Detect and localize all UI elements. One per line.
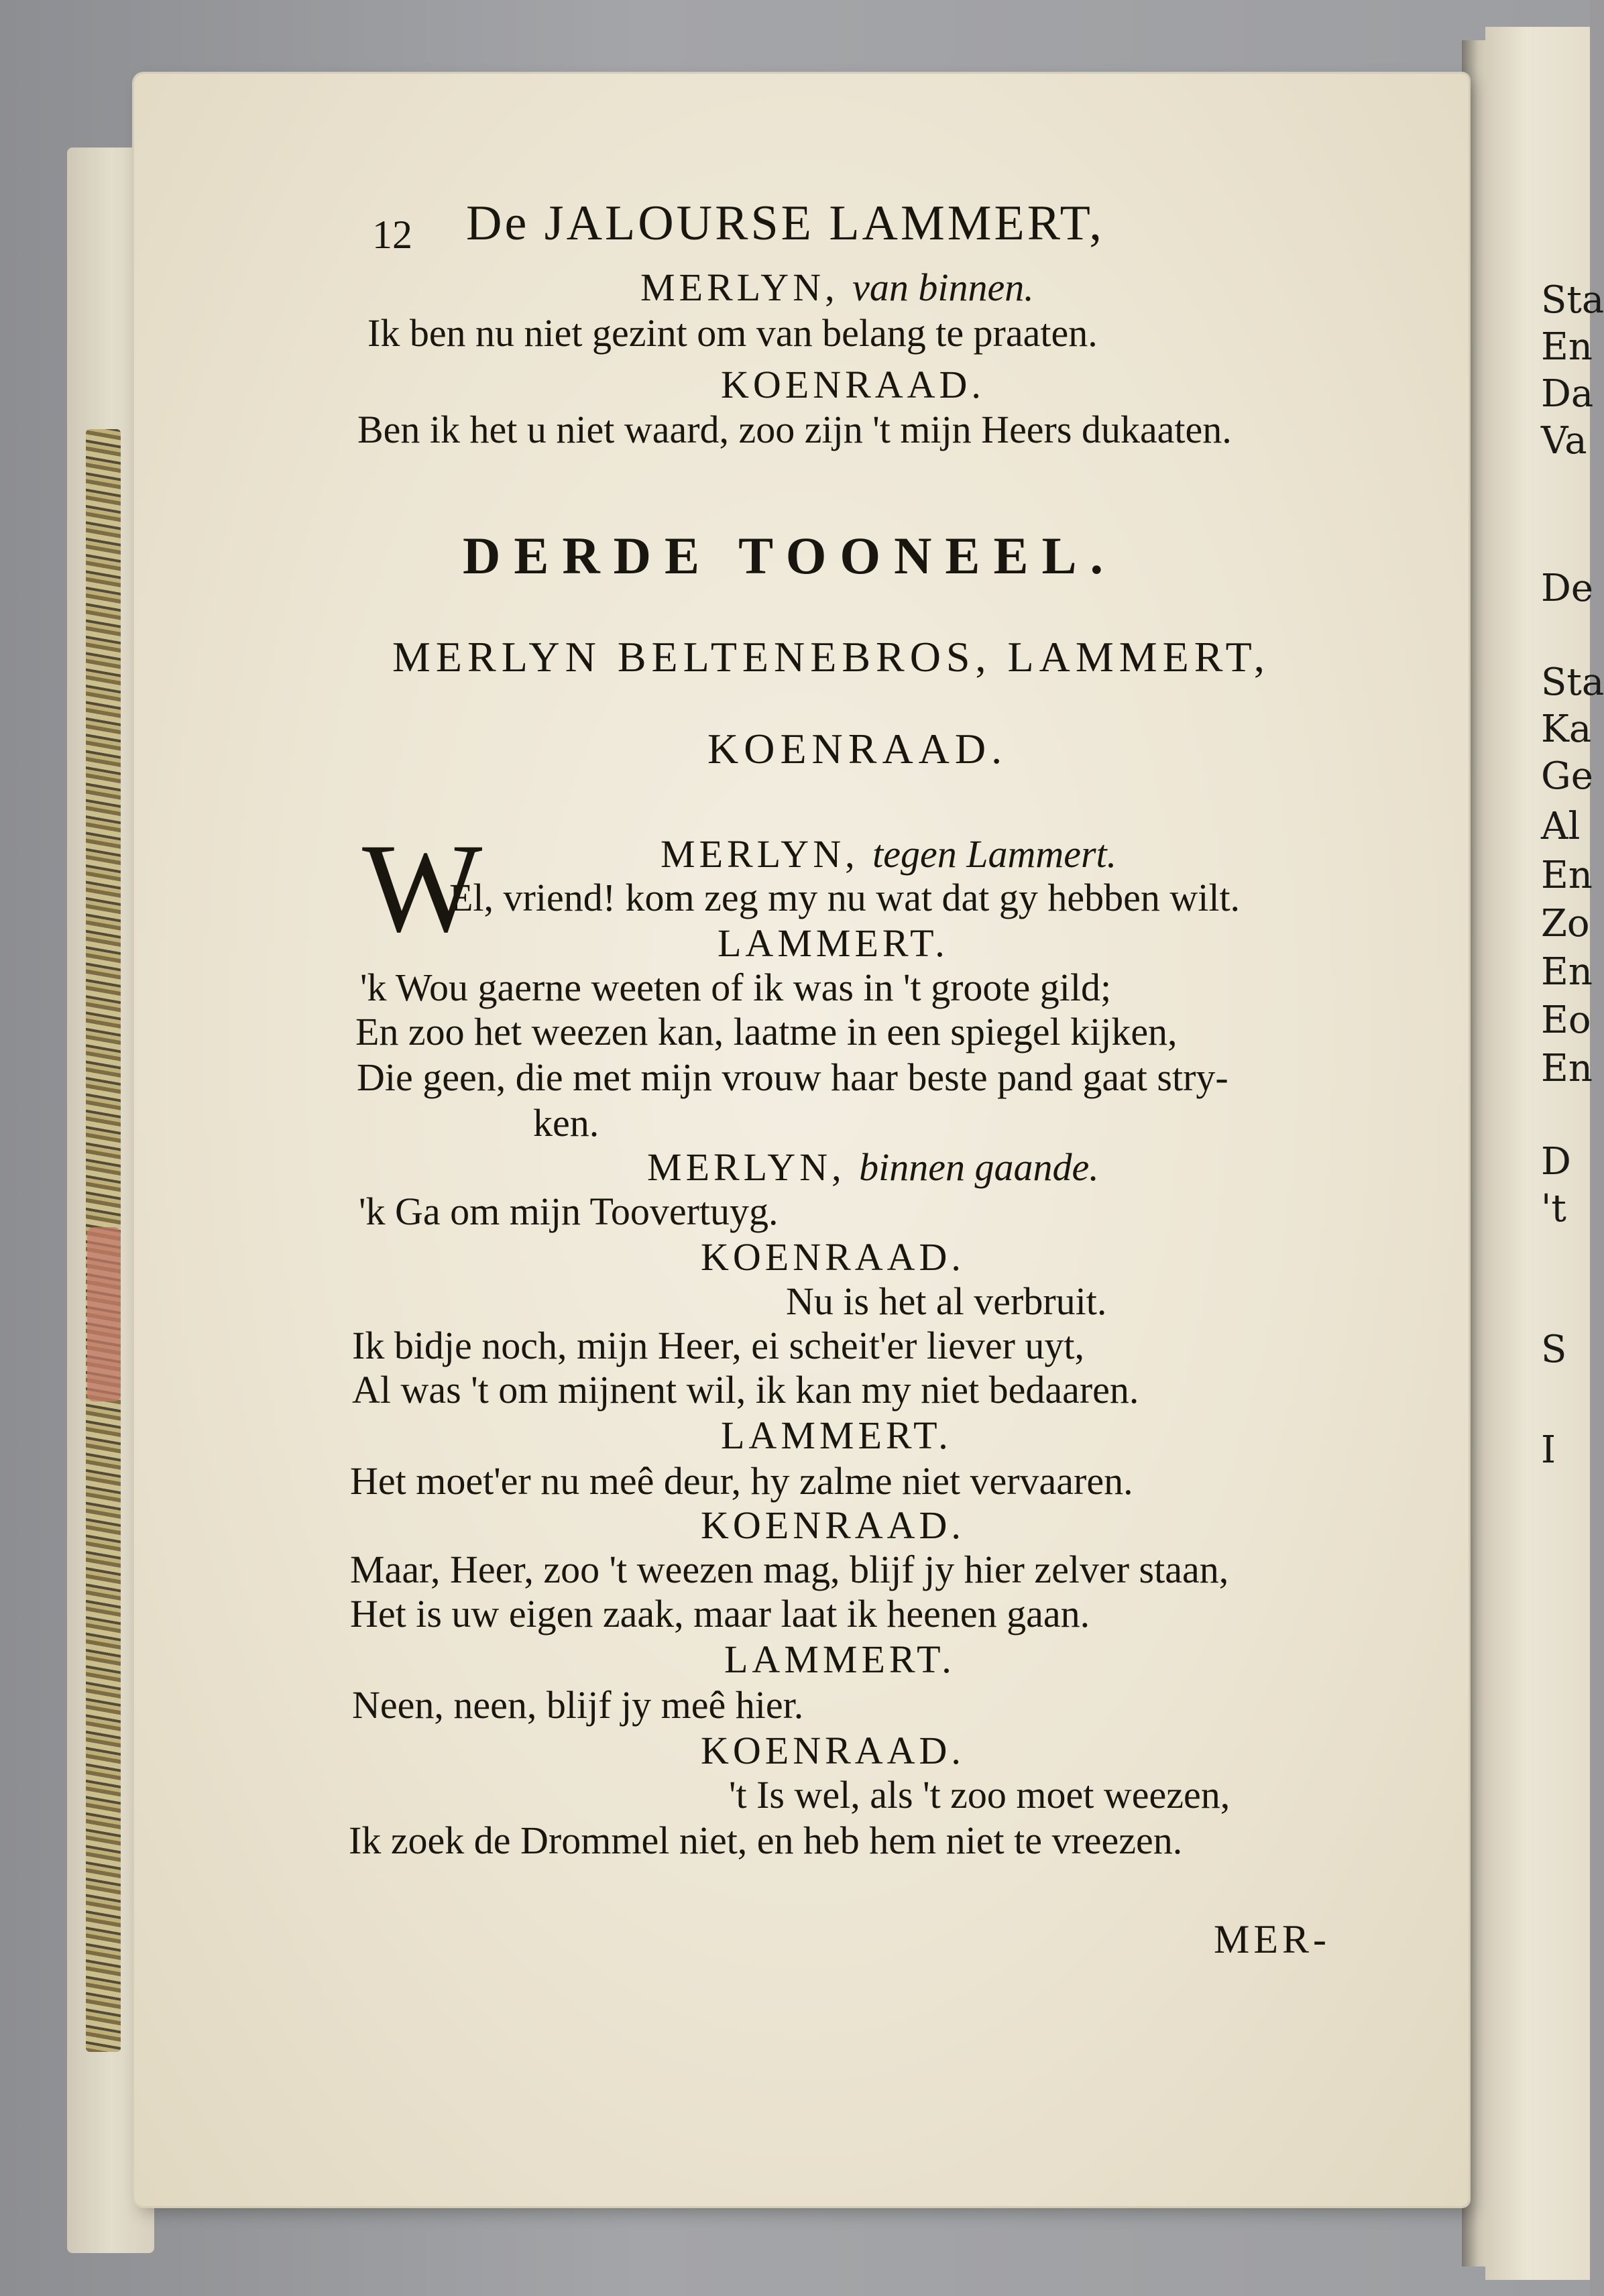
speaker-name: MERLYN, [647,1145,846,1189]
speaker-name: MERLYN, [640,266,839,309]
facing-page-fragment: Zo [1541,902,1590,945]
speaker-label: KOENRAAD. [701,1235,965,1279]
cast-list-continued: KOENRAAD. [707,725,1008,772]
running-title: De JALOURSE LAMMERT, [466,196,1104,251]
facing-page-fragment: I [1541,1428,1556,1472]
verse-line: Ik zoek de Drommel niet, en heb hem niet te vreezen. [349,1819,1183,1862]
speaker-label: LAMMERT. [718,921,949,965]
verse-line: Ik bidje noch, mijn Heer, ei scheit'er liever uyt, [352,1324,1085,1367]
speaker-label [647,1145,1099,1189]
verse-line: 'k Ga om mijn Toovertuyg. [359,1190,779,1233]
facing-page-fragment: En [1541,950,1593,994]
speaker-label: KOENRAAD. [701,1729,965,1772]
stage-direction: tegen Lammert. [872,832,1117,876]
cast-list: MERLYN BELTENEBROS, LAMMERT, [392,633,1270,681]
verse-line: Het is uw eigen zaak, maar laat ik heenen gaan. [350,1592,1090,1635]
verse-line: 't Is wel, als 't zoo moet weezen, [729,1773,1230,1817]
verse-line: Ben ik het u niet waard, zoo zijn 't mijn Heers dukaaten. [357,408,1232,451]
speaker-label [640,268,1034,307]
verse-line: El, vriend! kom zeg my nu wat dat gy hebben wilt. [449,876,1241,919]
speaker-label: LAMMERT. [724,1638,956,1681]
stage-direction: van binnen. [852,266,1034,309]
speaker-label: KOENRAAD. [701,1503,965,1547]
verse-line: Het moet'er nu meê deur, hy zalme niet vervaaren. [350,1459,1133,1503]
facing-page-fragment: Sta [1541,278,1604,322]
stage-direction: binnen gaande. [859,1145,1099,1189]
catchword: MER- [1214,1917,1330,1961]
verse-line: En zoo het weezen kan, laatme in een spiegel kijken, [355,1010,1178,1053]
facing-page-fragment: En [1541,1047,1593,1090]
speaker-label: LAMMERT. [721,1414,952,1457]
facing-page-fragment: Sta [1541,661,1604,704]
speaker-label: KOENRAAD. [721,363,985,406]
page-number: 12 [372,213,412,257]
cover-stain [87,1227,121,1401]
facing-page-fragment: Ka [1541,707,1592,751]
facing-page-fragment: Eo [1541,998,1591,1042]
facing-page-fragment: Al [1541,805,1581,848]
verse-line: Al was 't om mijnent wil, ik kan my niet bedaaren. [352,1368,1139,1412]
facing-page-fragment: D [1541,1140,1571,1184]
drop-cap: W [362,818,483,959]
facing-page-fragment: De [1541,567,1594,610]
facing-page-fragment: En [1541,854,1593,897]
facing-page-fragment: 't [1541,1187,1566,1230]
facing-page-fragment: En [1541,325,1593,369]
verse-line: Nu is het al verbruit. [786,1279,1107,1323]
speaker-name: MERLYN, [661,832,859,876]
facing-page-fragment: Da [1541,372,1594,416]
verse-line: ken. [533,1101,599,1145]
facing-page-fragment: Ge [1541,754,1593,798]
verse-line: Maar, Heer, zoo 't weezen mag, blijf jy hier zelver staan, [350,1548,1229,1591]
facing-page-fragment: Va [1541,419,1587,463]
speaker-label [661,832,1117,876]
verse-line: Neen, neen, blijf jy meê hier. [352,1683,804,1727]
verse-line: Ik ben nu niet gezint om van belang te praaten. [367,311,1098,355]
verse-line: 'k Wou gaerne weeten of ik was in 't groote gild; [360,966,1112,1009]
facing-page-fragment: S [1541,1328,1567,1371]
scene-title: DERDE TOONEEL. [463,526,1116,585]
verse-line: Die geen, die met mijn vrouw haar beste pand gaat stry- [357,1055,1228,1099]
